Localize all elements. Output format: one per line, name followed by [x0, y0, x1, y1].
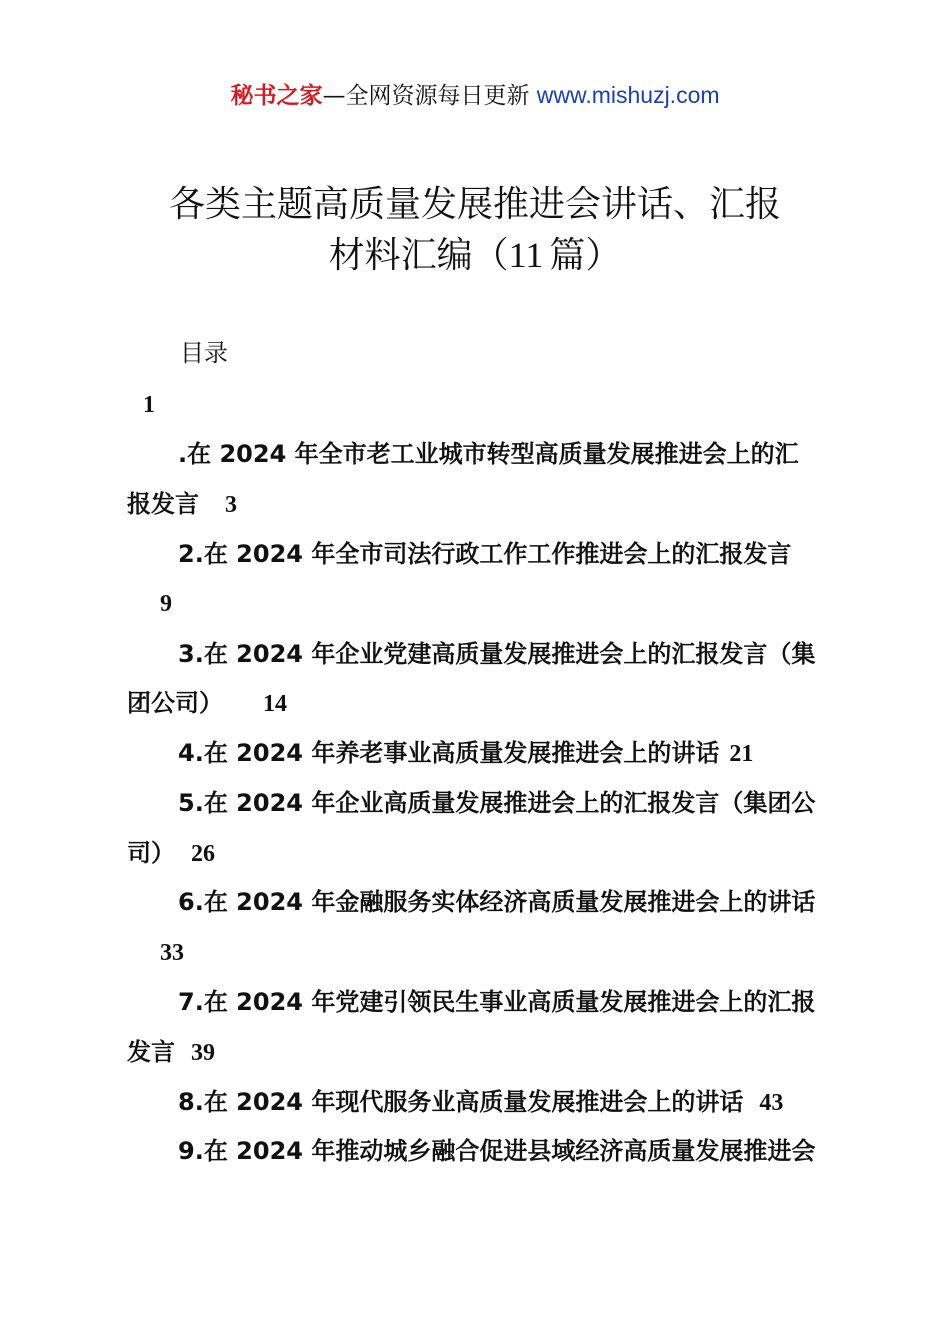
toc-item-2-title[interactable]: 2.在 2024 年全市司法行政工作工作推进会上的汇报发言 [178, 540, 792, 568]
toc-item-6-title[interactable]: 6.在 2024 年金融服务实体经济高质量发展推进会上的讲话 [178, 888, 816, 916]
title-line-2-start: 材料汇编（ [328, 235, 509, 276]
toc-item-7-continued[interactable] [127, 1035, 950, 1070]
toc-item-5-page: 26 [191, 841, 215, 867]
toc-item-7-title-end: 发言 [127, 1038, 175, 1066]
title-line-1: 各类主题高质量发展推进会讲话、汇报 [168, 184, 781, 225]
toc-item-5-continued[interactable] [127, 836, 950, 871]
toc-item-1-title-end: 报发言 [127, 490, 199, 518]
toc-heading: 目录 [180, 339, 228, 367]
toc-item-7-title[interactable]: 7.在 2024 年党建引领民生事业高质量发展推进会上的汇报 [178, 988, 816, 1016]
toc-item-1-continued[interactable] [127, 487, 950, 522]
toc-item-4-page: 21 [729, 741, 754, 767]
toc-item-1-number[interactable]: 1 [143, 392, 155, 418]
title-line-2-end: 篇） [549, 235, 622, 276]
toc-item-1-page: 3 [225, 492, 237, 518]
toc-item-2-page[interactable]: 9 [160, 591, 172, 617]
site-url-link[interactable]: www.mishuzj.com [536, 82, 720, 108]
toc-item-4[interactable] [178, 736, 950, 771]
toc-item-9-title[interactable]: 9.在 2024 年推动城乡融合促进县域经济高质量发展推进会 [178, 1137, 816, 1165]
toc-item-3-title-end: 团公司） [127, 689, 223, 717]
header-tagline: —全网资源每日更新 [322, 83, 530, 109]
toc-item-5-title[interactable]: 5.在 2024 年企业高质量发展推进会上的汇报发言（集团公 [178, 789, 816, 817]
toc-item-8-title: 8.在 2024 年现代服务业高质量发展推进会上的讲话 [178, 1088, 744, 1116]
brand-name: 秘书之家 [230, 83, 323, 109]
site-header [0, 78, 950, 113]
toc-item-6-page[interactable]: 33 [160, 940, 184, 966]
title-line-2 [100, 230, 850, 281]
toc-item-7-page: 39 [191, 1040, 215, 1066]
toc-item-3-title[interactable]: 3.在 2024 年企业党建高质量发展推进会上的汇报发言（集 [178, 640, 816, 668]
title-count: 11 [508, 235, 544, 275]
document-title [100, 180, 850, 281]
toc-item-3-continued[interactable] [127, 686, 950, 721]
toc-item-3-page: 14 [263, 691, 287, 717]
toc-item-8[interactable] [178, 1085, 950, 1120]
toc-item-1-title[interactable]: .在 2024 年全市老工业城市转型高质量发展推进会上的汇 [178, 440, 799, 468]
toc-item-4-title: 4.在 2024 年养老事业高质量发展推进会上的讲话 [178, 739, 720, 767]
toc-item-5-title-end: 司） [127, 839, 175, 867]
toc-item-8-page: 43 [759, 1090, 784, 1116]
